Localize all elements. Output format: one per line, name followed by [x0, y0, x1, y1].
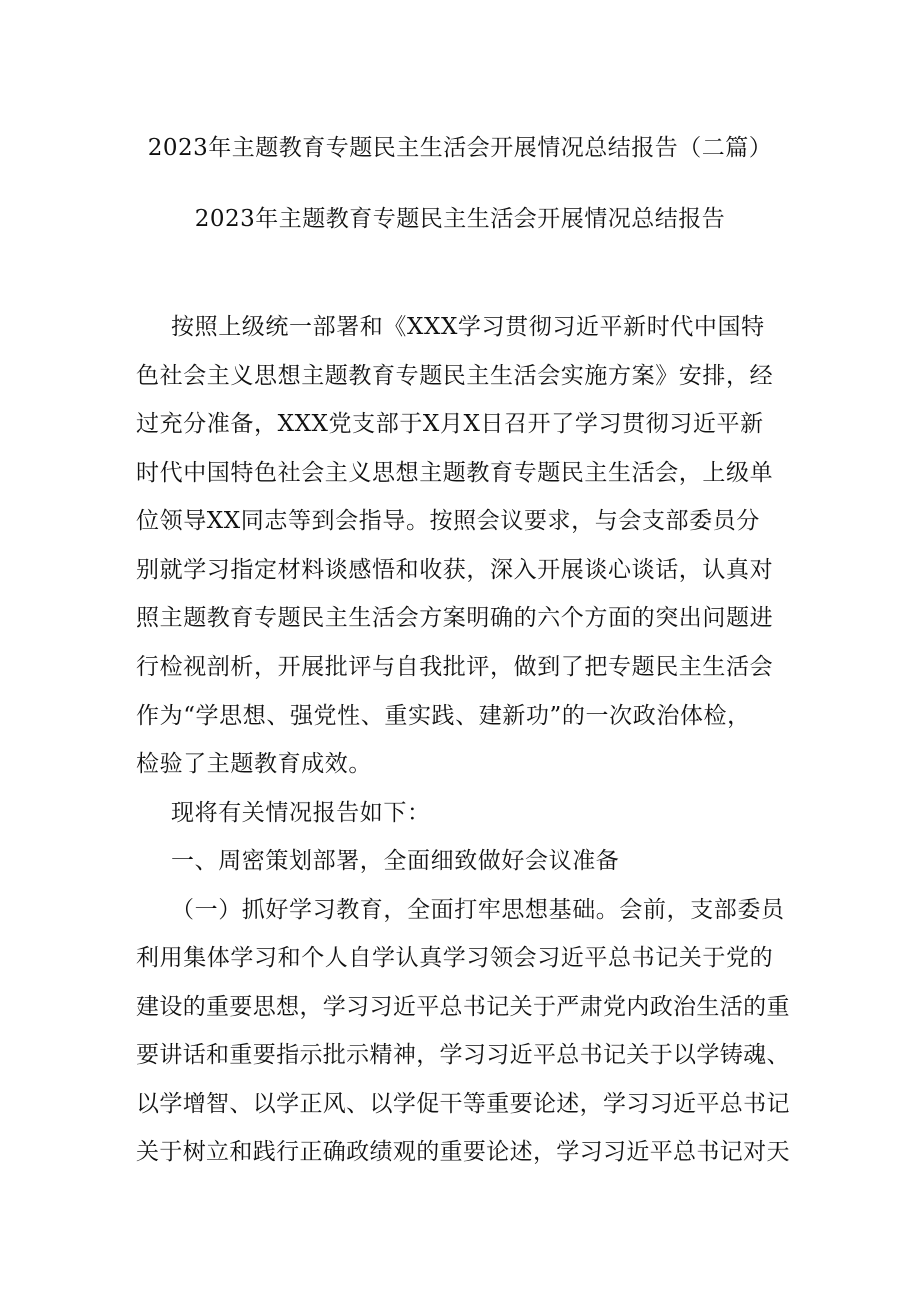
paragraph-line: 检验了主题教育成效。 — [136, 751, 372, 777]
paragraph-line: 以学增智、以学正风、以学促干等重要论述，学习习近平总书记 — [136, 1091, 790, 1117]
paragraph-line: 照主题教育专题民主生活会方案明确的六个方面的突出问题进 — [136, 605, 774, 631]
paragraph-line: 利用集体学习和个人自学认真学习领会习近平总书记关于党的 — [136, 945, 774, 971]
paragraph-line: 色社会主义思想主题教育专题民主生活会实施方案》安排，经 — [136, 363, 774, 389]
paragraph-line: 按照上级统一部署和《XXX学习贯彻习近平新时代中国特 — [171, 314, 765, 340]
paragraph-line: 行检视剖析，开展批评与自我批评，做到了把专题民主生活会 — [136, 654, 774, 680]
section-heading: 一、周密策划部署，全面细致做好会议准备 — [171, 848, 620, 874]
paragraph-line: 关于树立和践行正确政绩观的重要论述，学习习近平总书记对天 — [136, 1139, 790, 1165]
paragraph-line: 时代中国特色社会主义思想主题教育专题民主生活会，上级单 — [136, 460, 774, 486]
paragraph-line: 过充分准备，XXX党支部于X月X日召开了学习贯彻习近平新 — [136, 411, 764, 437]
paragraph-report-intro: 现将有关情况报告如下： — [171, 800, 431, 826]
document-title: 2023年主题教育专题民主生活会开展情况总结报告（二篇） — [147, 135, 773, 161]
document-subtitle: 2023年主题教育专题民主生活会开展情况总结报告 — [194, 206, 726, 232]
paragraph-line: 别就学习指定材料谈感悟和收获，深入开展谈心谈话，认真对 — [136, 557, 774, 583]
paragraph-line: 位领导XX同志等到会指导。按照会议要求，与会支部委员分 — [136, 508, 760, 534]
paragraph-line: 建设的重要思想，学习习近平总书记关于严肃党内政治生活的重 — [136, 994, 790, 1020]
paragraph-line: 要讲话和重要指示批示精神，学习习近平总书记关于以学铸魂、 — [136, 1042, 790, 1068]
paragraph-line: （一）抓好学习教育，全面打牢思想基础。会前，支部委员 — [171, 897, 785, 923]
paragraph-line: 作为“学思想、强党性、重实践、建新功”的一次政治体检， — [136, 703, 751, 729]
